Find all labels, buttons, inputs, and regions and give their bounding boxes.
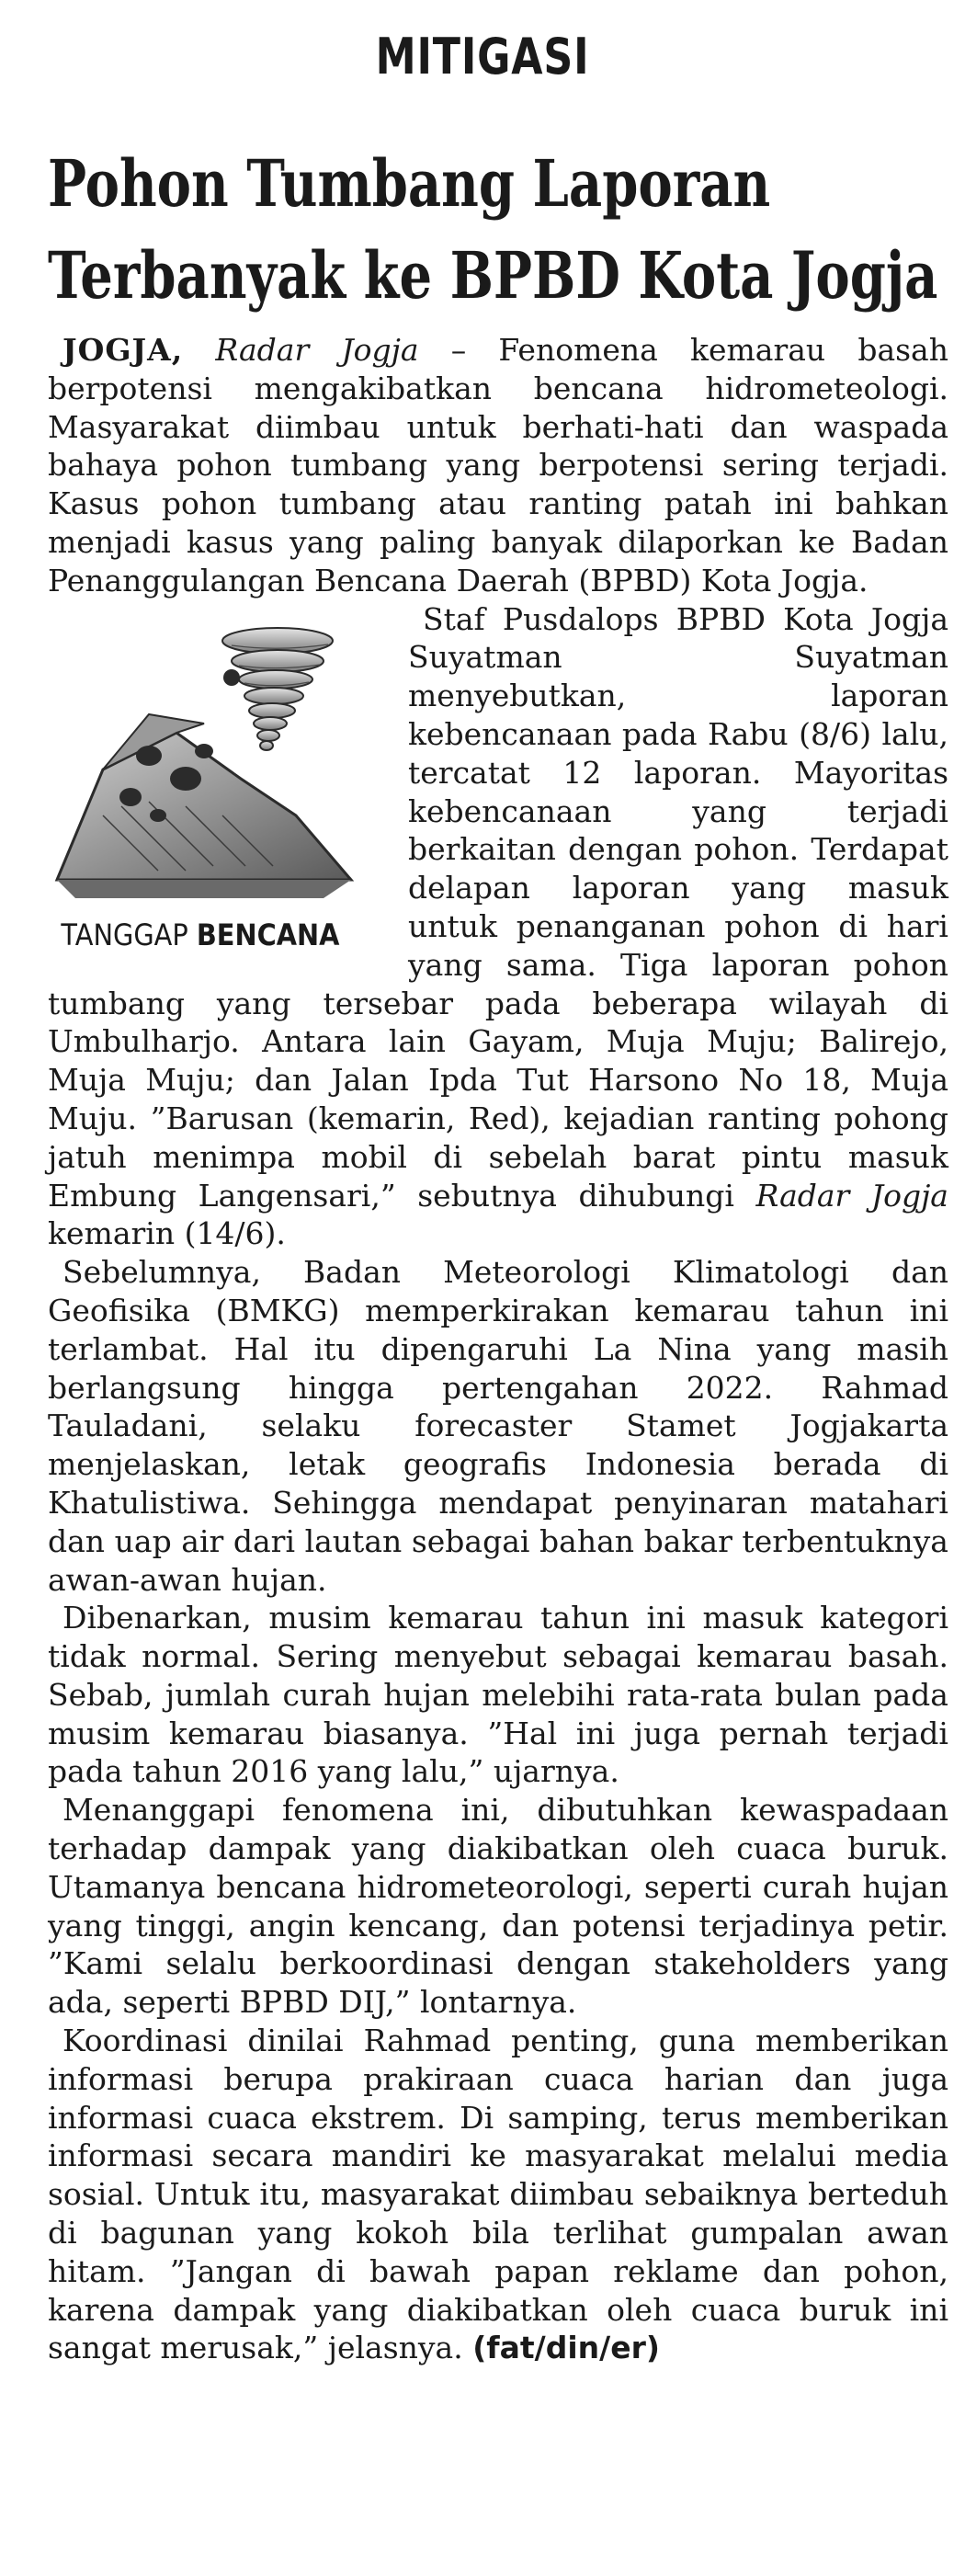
dateline: JOGJA, [62, 332, 184, 368]
paragraph-1-text: – Fenomena kemarau basah berpotensi mengakibatkan bencana hidrometeologi. Masyarakat diimbau untuk berhati-hati dan waspada bahaya pohon tumbang yang berpotensi sering terjadi. Kasus pohon tumbang atau ranting patah ini bahkan menjadi kasus yang paling banyak dilaporkan ke Badan Penanggulangan Bencana Daerah (BPBD) Kota Jogja. [48, 332, 948, 598]
paragraph-3: Sebelumnya, Badan Meteorologi Klimatologi dan Geofisika (BMKG) memperkirakan kemarau tahun ini terlambat. Hal itu dipengaruhi La Nina yang masih berlangsung hingga pertengahan 2022. Rahmad Tauladani, selaku forecaster Stamet Jogjakarta menjelaskan, letak geografis Indonesia berada di Khatulistiwa. Sehingga mendapat penyinaran matahari dan uap air dari lautan sebagai bahan bakar terbentuknya awan-awan hujan. [48, 1254, 948, 1598]
paragraph-6-text: Koordinasi dinilai Rahmad penting, guna memberikan informasi berupa prakiraan cuaca harian dan juga informasi cuaca ekstrem. Di samping, terus memberikan informasi secara mandiri ke masyarakat melalui media sosial. Untuk itu, masyarakat diimbau sebaiknya berteduh di bagunan yang kokoh bila terlihat gumpalan awan hitam. ”Jangan di bawah papan reklame dan pohon, karena dampak yang diakibatkan oleh cuaca buruk ini sangat merusak,” jelasnya. [48, 2023, 948, 2366]
paragraph-2 [48, 600, 948, 1254]
paragraph-4: Dibenarkan, musim kemarau tahun ini masuk kategori tidak normal. Sering menyebut sebagai kemarau basah. Sebab, jumlah curah hujan melebihi rata-rata bulan pada musim kemarau biasanya. ”Hal ini juga pernah terjadi pada tahun 2016 yang lalu,” ujarnya. [48, 1600, 948, 1790]
paragraph-5: Menanggapi fenomena ini, dibutuhkan kewaspadaan terhadap dampak yang diakibatkan oleh cuaca buruk. Utamanya bencana hidrometeorologi, seperti curah hujan yang tinggi, angin kencang, dan potensi terjadinya petir. ”Kami selalu berkoordinasi dengan stakeholders yang ada, seperti BPBD DIJ,” lontarnya. [48, 1792, 948, 2021]
headline-line-1: Pohon Tumbang Laporan [48, 145, 771, 222]
tornado-disaster-icon [48, 604, 388, 917]
author-signature: (fat/din/er) [472, 2330, 660, 2366]
graphic-caption [48, 917, 339, 953]
paragraph-1 [48, 331, 948, 600]
paragraph-2-source: Radar Jogja [755, 1177, 948, 1214]
caption-bold: BENCANA [196, 917, 340, 952]
article-body [48, 331, 948, 2367]
source-name: Radar Jogja [215, 332, 419, 368]
section-kicker: MITIGASI [375, 28, 590, 85]
paragraph-6 [48, 2022, 948, 2367]
paragraph-2-end: kemarin (14/6). [48, 1215, 286, 1252]
headline-line-2: Terbanyak ke BPBD Kota Jogja [48, 237, 938, 313]
disaster-graphic [48, 604, 388, 963]
caption-normal: TANGGAP [61, 917, 197, 952]
headline [48, 138, 938, 322]
paragraph-2-text: Staf Pusdalops BPBD Kota Jogja Suyatman Suyatman menyebutkan, laporan kebencanaan pada Rabu (8/6) lalu, tercatat 12 laporan. Mayoritas kebencanaan yang terjadi berkaitan dengan pohon. Terdapat delapan laporan yang masuk untuk penanganan pohon di hari yang sama. Tiga laporan pohon tumbang yang tersebar pada beberapa wilayah di Umbulharjo. Antara lain Gayam, Muja Muju; Balirejo, Muja Muju; dan Jalan Ipda Tut Harsono No 18, Muja Muju. ”Barusan (kemarin, Red), kejadian ranting pohong jatuh menimpa mobil di sebelah barat pintu masuk Embung Langensari,” sebutnya dihubungi [48, 600, 948, 1214]
